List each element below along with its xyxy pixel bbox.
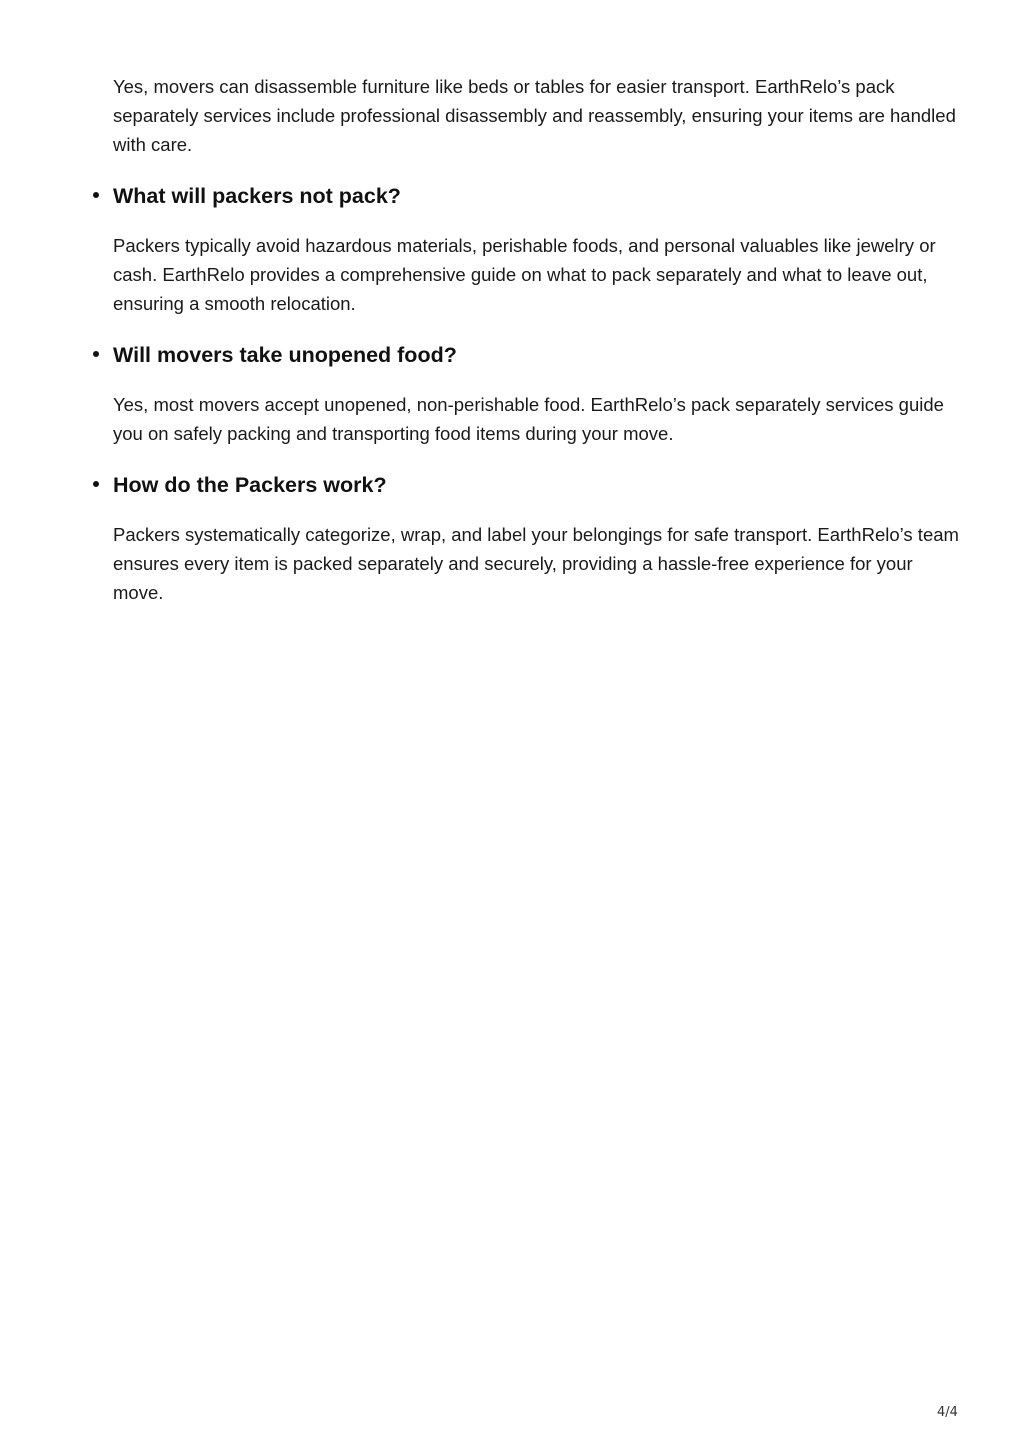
intro-paragraph: Yes, movers can disassemble furniture like beds or tables for easier transport. EarthRelo’s pack separately services include professional disassembly and reassembly, ensuring your items are handled with care.: [113, 76, 956, 155]
faq-item: [113, 340, 963, 448]
bullet-icon: [93, 351, 99, 357]
faq-answer: Packers typically avoid hazardous materials, perishable foods, and personal valuables like jewelry or cash. EarthRelo provides a comprehensive guide on what to pack separately and what to leave out, ensuring a smooth relocation.: [113, 235, 936, 314]
faq-question-row: [113, 470, 963, 500]
faq-question: What will packers not pack?: [113, 184, 401, 208]
faq-question: Will movers take unopened food?: [113, 343, 457, 367]
faq-answer: Yes, most movers accept unopened, non-perishable food. EarthRelo’s pack separately services guide you on safely packing and transporting food items during your move.: [113, 394, 944, 444]
page-number: 4/4: [937, 1405, 958, 1420]
bullet-icon: [93, 481, 99, 487]
document-body: [113, 72, 963, 607]
bullet-icon: [93, 192, 99, 198]
faq-question-row: [113, 340, 963, 370]
faq-answer: Packers systematically categorize, wrap, and label your belongings for safe transport. EarthRelo’s team ensures every item is packed separately and securely, providing a hassle-free experience for your move.: [113, 524, 959, 603]
faq-question: How do the Packers work?: [113, 473, 387, 497]
faq-question-row: [113, 181, 963, 211]
faq-item: [113, 470, 963, 607]
faq-item: [113, 181, 963, 318]
